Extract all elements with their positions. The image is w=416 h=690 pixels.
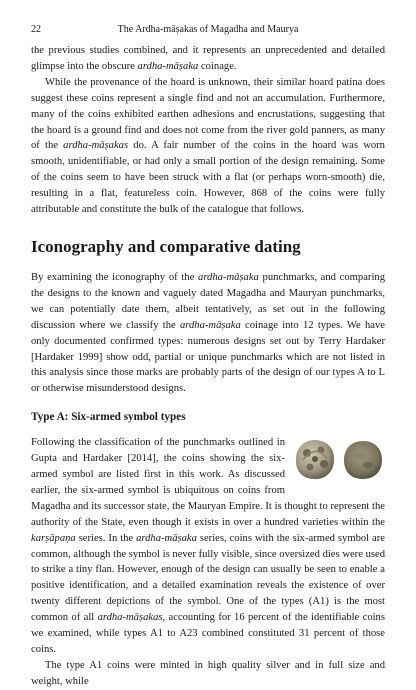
coin-reverse-icon [341, 438, 385, 482]
italic-term: ardha-māṣakas [63, 140, 129, 152]
text-run: do. A fair number of the coins in the hoard was worn smooth, unidentifiable, or had only a small portion of the design remaining. Some of the coins seem to have been struck with a flat (or perhaps worn-smooth) die, resulting in a flat, featureless coin. However, 868 of the coins were fully attributable and constitute the bulk of the catalogue that follows. [31, 140, 385, 216]
page-number: 22 [31, 24, 41, 35]
text-run: While the provenance of the hoard is unknown, their similar hoard patina does suggest these coins represent a single find and not an accumulation. Furthermore, many of the coins exhibited earthen adhesions and encrustations, suggesting that the hoard is a ground find and does not come from the river gold panners, as many of the [31, 76, 385, 152]
subsection-heading: Type A: Six-armed symbol types [31, 411, 186, 424]
text-run: series. In the [75, 532, 137, 544]
running-head [31, 22, 385, 38]
paragraph-5 [31, 658, 385, 690]
text-run: By examining the iconography of the [31, 271, 199, 283]
paragraph-1 [31, 43, 385, 75]
italic-term: ardha-māṣakas [97, 612, 163, 624]
italic-term: ardha-māṣaka [198, 271, 259, 283]
running-title: The Ardha-māṣakas of Magadha and Maurya [117, 24, 299, 35]
coin-figure [293, 437, 385, 483]
text-run: series, coins with the six-armed symbol are common, although the symbol is never fully visible, since oversized dies were used to strike a tiny flan. However, enough of the design can usually be seen to enable a positive identification, and a detailed examination reveals the existence of over twenty different depictions of the symbol. One of the types (A1) is the most common of all [31, 532, 385, 624]
text-run: the previous studies combined, and it represents an unprecedented and detailed glimpse into the obscure [31, 45, 385, 72]
italic-term: ardha-māṣaka [136, 532, 197, 544]
paragraph-3 [31, 270, 385, 397]
text-run: The type A1 coins were minted in high quality silver and in full size and weight, while [31, 659, 385, 687]
text-run: punchmarks, and comparing the designs to the known and vaguely dated Magadha and Mauryan punchmarks, we can potentially date them, albeit tentatively, as set out in the following discussion where we classify the [31, 271, 385, 331]
text-run: coinage. [198, 60, 237, 72]
text-run: , accounting for 16 percent of the identifiable coins we examined, while types A1 to A23 combined constituted 31 percent of those coins. [31, 612, 385, 655]
text-run: Following the classification of the punchmarks outlined in Gupta and Hardaker [2014], the coins showing the six-armed symbol are listed first in this work. As discussed earlier, the six-armed symbol is ubiquitous on coins from Magadha and its successor state, the Mauryan Empire. It is thought to represent the authority of the State, even though it exists in over a hundred varieties within the [31, 437, 385, 528]
coin-obverse-icon [293, 438, 337, 482]
paragraph-2 [31, 75, 385, 218]
text-run: coinage into 12 types. We have only documented confirmed types: numerous designs set out by Terry Hardaker [Hardaker 1999] show odd, partial or unique punchmarks which are not listed in this analysis since those marks are probably parts of the design of our types A to L or otherwise misunderstood designs. [31, 319, 386, 395]
italic-term: ardha-māṣaka [137, 60, 199, 72]
section-heading: Iconography and comparative dating [31, 236, 301, 256]
italic-term: karṣāpaṇa [31, 532, 76, 544]
italic-term: ardha-māṣaka [179, 319, 241, 331]
